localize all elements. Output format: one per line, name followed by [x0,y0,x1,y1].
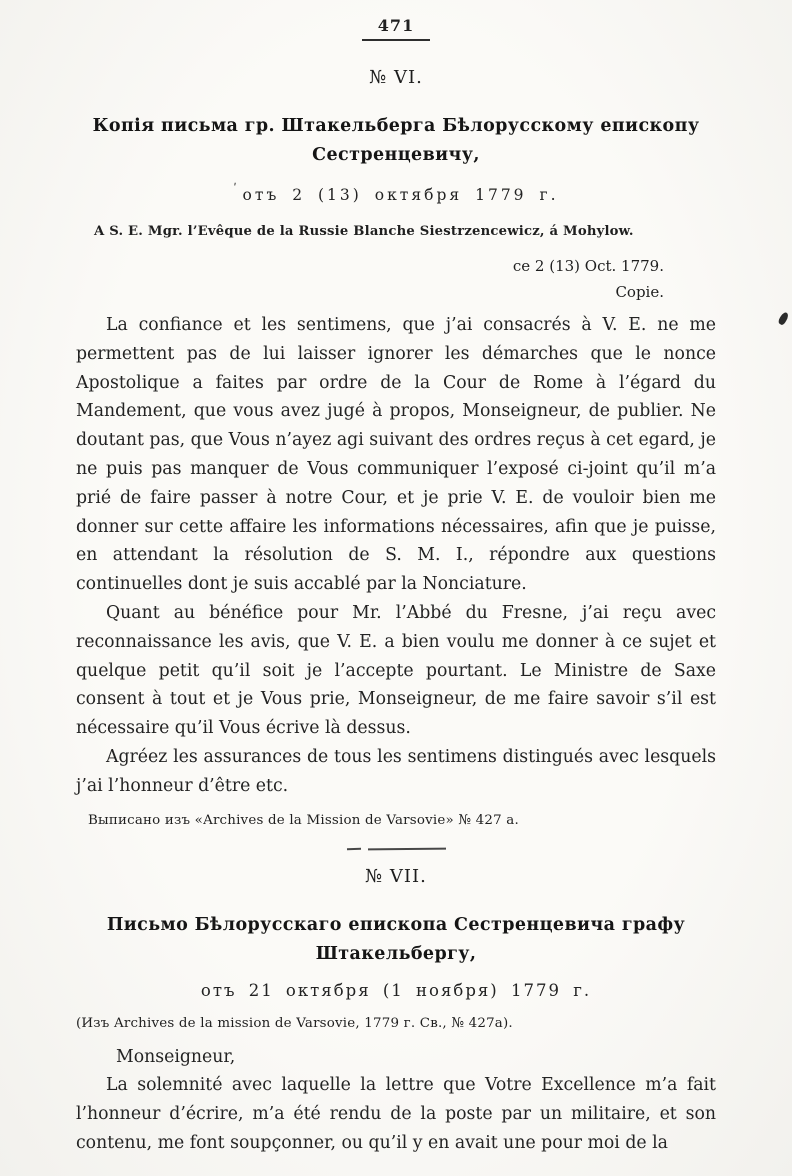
archive-source-note: Выписано изъ «Archives de la Mission de Varsovie» № 427 a. [88,812,519,828]
section-vi-number-heading: № VI. [369,67,423,88]
title-line: Копія письма гр. Штакельберга Бѣлорусскому епископу [92,116,700,136]
section-vii-date-line: отъ 21 октября (1 ноября) 1779 г. [200,980,592,1000]
archive-source-note: (Изъ Archives de la mission de Varsovie, 1779 г. Св., № 427а). [76,1015,513,1031]
section-vii-title [76,911,716,969]
section-divider [76,848,716,850]
divider-dash-long [367,847,445,850]
page-header [76,16,716,41]
ink-smudge [777,311,790,326]
ink-tick-mark: ʹ [233,182,237,195]
letter-paragraph: La confiance et les sentimens, que j’ai consacrés à V. E. ne me permettent pas de lui laisser ignorer les démarches que le nonce Apostolique a faites par ordre de la Cour de Rome à l’égard du Mandement, que vous avez jugé à propos, Monseigneur, de publier. Ne doutant pas, que Vous n’ayez agi suivant des ordres reçus à cet egard, je ne puis pas manquer de Vous communiquer l’exposé ci-joint qu’il m’a prié de faire passer à notre Cour, et je prie V. E. de vouloir bien me donner sur cette affaire les informations nécessaires, afin que je puisse, en attendant la résolution de S. M. I., répondre aux questions continuelles dont je suis accablé par la Nonciature. [76,315,716,595]
place-date-line: ce 2 (13) Oct. 1779. [512,257,664,275]
date-text: отъ 2 (13) октября 1779 г. [242,186,559,204]
section-vi-title [76,112,716,170]
divider-dash-short [346,847,360,849]
section-vi-date-line [76,182,716,204]
letter-paragraph: Agréez les assurances de tous les sentimens distingués avec lesquels j’ai l’honneur d’être etc. [76,746,716,796]
letter-paragraph: Quant au bénéfice pour Mr. l’Abbé du Fresne, j’ai reçu avec reconnaissance les avis, que V. E. a bien voulu me donner à ce sujet et quelque petit qu’il soit je l’accepte pourtant. Le Ministre de Saxe consent à tout et je Vous prie, Monseigneur, de me faire savoir s’il est nécessaire qu’il Vous écrive là dessus. [76,602,716,739]
section-no-vii [76,866,716,1158]
title-line: Сестренцевичу, [312,145,480,165]
letter-dateline-block [76,253,716,305]
address-line: A S. E. Mgr. l’Evêque de la Russie Blanche Siestrzencewicz, á Mohylow. [94,224,634,239]
title-line: Письмо Бѣлорусскаго епископа Сестренцевича графу [106,914,686,935]
letter-paragraph: La solemnité avec laquelle la lettre que Votre Excellence m’a fait l’honneur d’écrire, m’a été rendu de la poste par un militaire, et son contenu, me font soupçonner, ou qu’il y en avait une pour moi de la [76,1075,716,1153]
salutation-line: Monseigneur, [116,1046,236,1067]
section-no-vi [76,67,716,828]
copy-label: Copie. [615,283,664,301]
page-number: 471 [362,16,430,41]
section-vii-number-heading: № VII. [365,865,427,887]
title-line: Штакельбергу, [315,943,477,964]
